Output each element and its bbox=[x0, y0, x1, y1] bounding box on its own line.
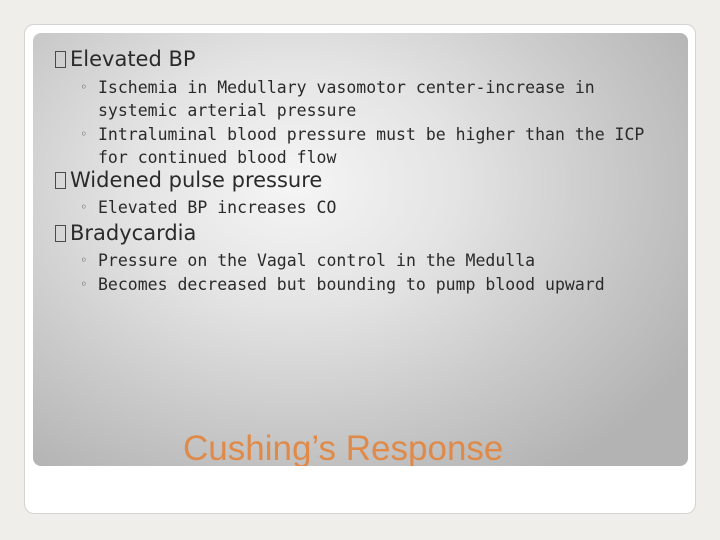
bullet-box-icon bbox=[55, 172, 66, 189]
bullet-box-icon bbox=[55, 225, 66, 242]
sub-bullet-marker: ◦ bbox=[80, 80, 88, 94]
bullet-widened-pulse-pressure bbox=[55, 168, 322, 192]
sub-bullet bbox=[80, 196, 680, 219]
bullet-bradycardia bbox=[55, 221, 196, 245]
slide-title: Cushing’s Response bbox=[183, 429, 504, 466]
sub-bullet-text: Pressure on the Vagal control in the Medulla bbox=[98, 251, 536, 270]
bullet-box-icon bbox=[55, 51, 66, 68]
sub-bullet bbox=[80, 123, 680, 169]
sub-bullet-text: Ischemia in Medullary vasomotor center-increase in systemic arterial pressure bbox=[98, 78, 595, 120]
sub-bullet-text: Intraluminal blood pressure must be higher than the ICP for continued blood flow bbox=[98, 125, 645, 167]
sub-bullet bbox=[80, 249, 680, 272]
sub-bullet-marker: ◦ bbox=[80, 253, 88, 267]
bullet-elevated-bp bbox=[55, 47, 196, 71]
sub-bullet bbox=[80, 76, 680, 122]
sub-bullet bbox=[80, 273, 680, 296]
sub-bullet-text: Elevated BP increases CO bbox=[98, 198, 337, 217]
sub-bullet-marker: ◦ bbox=[80, 277, 88, 291]
bullet-label: Elevated BP bbox=[70, 47, 196, 71]
sub-bullet-text: Becomes decreased but bounding to pump blood upward bbox=[98, 275, 605, 294]
bullet-label: Widened pulse pressure bbox=[70, 168, 323, 192]
bullet-label: Bradycardia bbox=[70, 221, 197, 245]
content-panel bbox=[33, 33, 688, 466]
sub-bullet-marker: ◦ bbox=[80, 200, 88, 214]
sub-bullet-marker: ◦ bbox=[80, 127, 88, 141]
